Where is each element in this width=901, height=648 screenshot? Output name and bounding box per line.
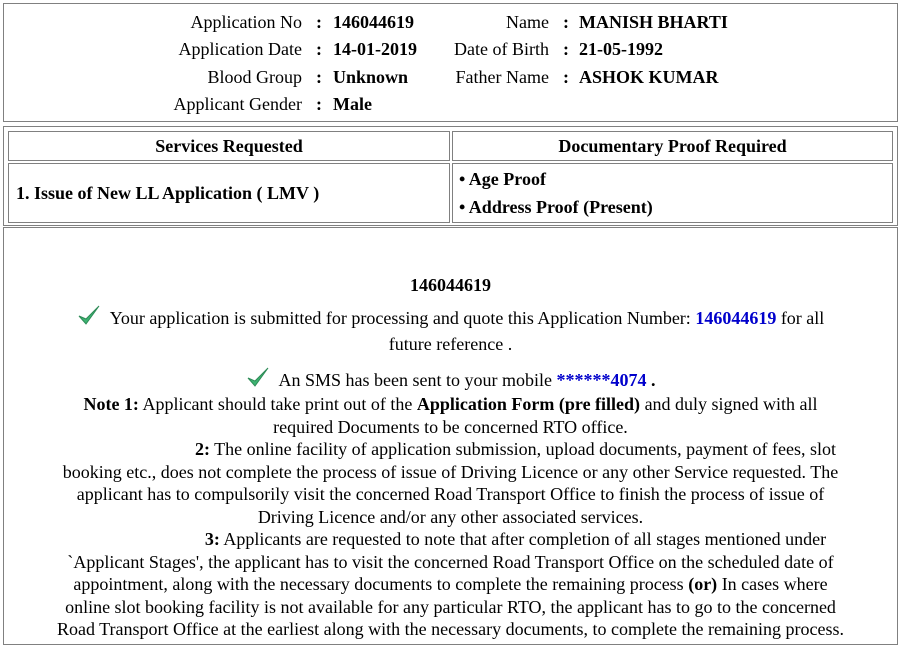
sms-end: . bbox=[650, 370, 656, 390]
application-date-label: Application Date bbox=[178, 39, 302, 59]
note2-line4: Driving Licence and/or any other associated services. bbox=[257, 506, 644, 527]
submitted-line2: future reference . bbox=[388, 334, 513, 354]
colon: : bbox=[316, 12, 322, 32]
dob-value: 21-05-1992 bbox=[579, 39, 663, 59]
name-value: MANISH BHARTI bbox=[579, 12, 728, 32]
proof-item: • Address Proof (Present) bbox=[459, 197, 653, 217]
father-name-label: Father Name bbox=[455, 67, 549, 87]
check-icon bbox=[77, 304, 101, 331]
note2-line1: The online facility of application submission, upload documents, payment of fees, slot bbox=[214, 439, 837, 459]
submission-result-panel bbox=[3, 227, 898, 645]
colon: : bbox=[563, 12, 569, 32]
note1-text-a: Applicant should take print out of the bbox=[142, 394, 413, 414]
applicant-info-panel bbox=[3, 3, 898, 122]
note1-line2: required Documents to be concerned RTO office. bbox=[273, 416, 628, 437]
colon: : bbox=[316, 67, 322, 87]
service-cell bbox=[8, 163, 450, 223]
note2-line2: booking etc., does not complete the process of issue of Driving Licence or any other Service requested. The bbox=[62, 461, 839, 482]
documentary-proof-header: Documentary Proof Required bbox=[452, 131, 893, 161]
services-requested-header: Services Requested bbox=[8, 131, 450, 161]
check-icon bbox=[246, 366, 270, 393]
note2-line3: applicant has to compulsorily visit the concerned Road Transport Office to finish the process of issue of bbox=[76, 484, 825, 504]
sms-text: An SMS has been sent to your mobile bbox=[278, 370, 552, 390]
gender-label: Applicant Gender bbox=[173, 94, 302, 114]
note-1 bbox=[12, 393, 889, 438]
colon: : bbox=[563, 39, 569, 59]
father-name-value: ASHOK KUMAR bbox=[579, 67, 719, 87]
note3-line4: online slot booking facility is not available for any particular RTO, the applicant has to go to the concerned bbox=[65, 596, 836, 617]
services-table bbox=[3, 126, 898, 226]
note1-form: Application Form (pre filled) bbox=[416, 394, 641, 414]
note3-line3b: In cases where bbox=[721, 574, 828, 594]
sms-mobile: ******4074 bbox=[556, 370, 647, 390]
service-name: 1. Issue of New LL Application ( LMV ) bbox=[16, 182, 320, 203]
colon: : bbox=[563, 67, 569, 87]
note3-label: 3: bbox=[204, 529, 220, 549]
proof-item: • Age Proof bbox=[459, 169, 546, 189]
application-no-value: 146044619 bbox=[333, 12, 414, 32]
application-no-label: Application No bbox=[190, 12, 302, 32]
gender-value: Male bbox=[333, 94, 372, 114]
dob-label: Date of Birth bbox=[454, 39, 549, 59]
note1-label: Note 1: bbox=[83, 394, 139, 414]
blood-group-label: Blood Group bbox=[207, 67, 302, 87]
note3-line1: Applicants are requested to note that after completion of all stages mentioned under bbox=[223, 529, 827, 549]
note-3 bbox=[12, 528, 889, 641]
proof-cell bbox=[452, 163, 893, 223]
name-label: Name bbox=[506, 12, 549, 32]
submitted-text: Your application is submitted for processing and quote this Application Number: bbox=[109, 308, 691, 328]
submitted-app-number: 146044619 bbox=[695, 308, 777, 328]
note3-or: (or) bbox=[688, 574, 718, 594]
note1-text-c: and duly signed with all bbox=[644, 394, 818, 414]
colon: : bbox=[316, 39, 322, 59]
submitted-suffix: for all bbox=[780, 308, 825, 328]
note3-line3a: appointment, along with the necessary documents to complete the remaining process bbox=[73, 574, 684, 594]
application-number-heading: 146044619 bbox=[410, 275, 491, 295]
blood-group-value: Unknown bbox=[333, 67, 409, 87]
sms-message bbox=[4, 366, 897, 393]
note3-line2: `Applicant Stages', the applicant has to visit the concerned Road Transport Office on the scheduled date of bbox=[67, 551, 834, 572]
submitted-message bbox=[4, 304, 897, 331]
application-date-value: 14-01-2019 bbox=[333, 39, 417, 59]
colon: : bbox=[316, 94, 322, 114]
note2-label: 2: bbox=[194, 439, 210, 459]
note3-line5: Road Transport Office at the earliest along with the necessary documents, to complete the remaining process. bbox=[57, 619, 844, 639]
note-2 bbox=[12, 438, 889, 528]
